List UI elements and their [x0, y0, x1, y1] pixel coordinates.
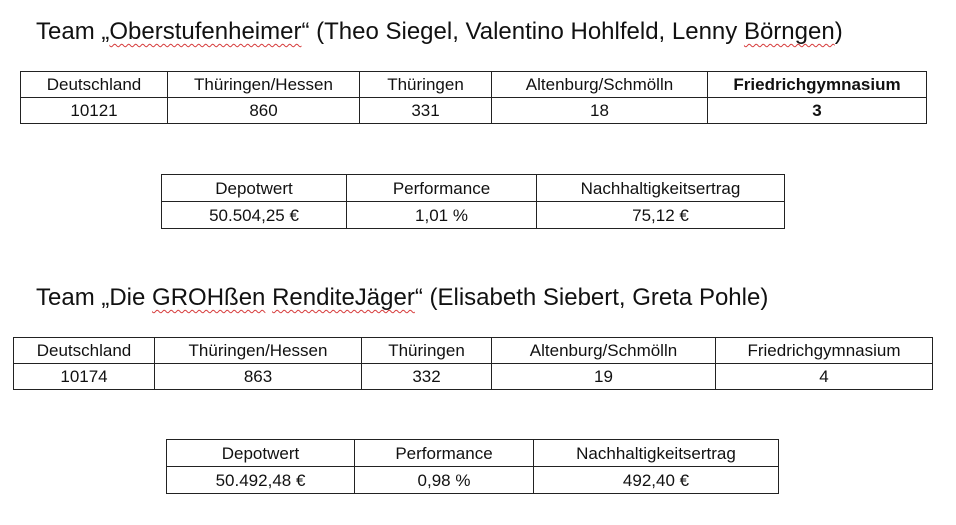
- team1-title: [36, 20, 843, 44]
- header-cell: Thüringen/Hessen: [168, 72, 360, 98]
- team2-title-members: “ (Elisabeth Siebert, Greta Pohle): [414, 284, 769, 311]
- value-cell: 18: [492, 98, 708, 124]
- team1-ranking-table: [20, 71, 927, 124]
- value-cell: 50.504,25 €: [162, 202, 347, 229]
- value-cell: 1,01 %: [347, 202, 537, 229]
- header-cell: Friedrichgymnasium: [716, 338, 933, 364]
- team2-team-name-part1: GROHßen: [152, 284, 266, 311]
- team2-title-prefix: Team „Die: [36, 284, 153, 311]
- value-cell: 0,98 %: [355, 467, 534, 494]
- value-cell: 3: [708, 98, 927, 124]
- value-cell: 332: [362, 364, 492, 390]
- header-cell: Performance: [347, 175, 537, 202]
- team1-depot-table: [161, 174, 785, 229]
- header-cell: Thüringen: [362, 338, 492, 364]
- header-cell: Friedrichgymnasium: [708, 72, 927, 98]
- value-cell: 50.492,48 €: [167, 467, 355, 494]
- value-cell: 10174: [14, 364, 155, 390]
- team1-title-suffix: ): [834, 18, 843, 45]
- table-row: [162, 202, 785, 229]
- team2-title: [36, 286, 768, 310]
- value-cell: 492,40 €: [534, 467, 779, 494]
- value-cell: 860: [168, 98, 360, 124]
- value-cell: 75,12 €: [537, 202, 785, 229]
- header-cell: Altenburg/Schmölln: [492, 338, 716, 364]
- table-row: [21, 98, 927, 124]
- header-cell: Nachhaltigkeitsertrag: [534, 440, 779, 467]
- table-row: [14, 364, 933, 390]
- header-cell: Performance: [355, 440, 534, 467]
- table-row: [167, 467, 779, 494]
- value-cell: 863: [155, 364, 362, 390]
- team2-team-name-part2: RenditeJäger: [272, 284, 415, 311]
- header-cell: Depotwert: [162, 175, 347, 202]
- team2-depot-table: [166, 439, 779, 494]
- team1-title-prefix: Team „: [36, 18, 110, 45]
- team1-title-members: “ (Theo Siegel, Valentino Hohlfeld, Lenny: [301, 18, 744, 45]
- table-header-row: [14, 338, 933, 364]
- header-cell: Altenburg/Schmölln: [492, 72, 708, 98]
- value-cell: 331: [360, 98, 492, 124]
- table-header-row: [167, 440, 779, 467]
- header-cell: Depotwert: [167, 440, 355, 467]
- header-cell: Deutschland: [21, 72, 168, 98]
- team1-member-last: Börngen: [743, 18, 835, 45]
- header-cell: Nachhaltigkeitsertrag: [537, 175, 785, 202]
- table-header-row: [162, 175, 785, 202]
- header-cell: Thüringen/Hessen: [155, 338, 362, 364]
- value-cell: 19: [492, 364, 716, 390]
- table-header-row: [21, 72, 927, 98]
- team1-team-name: Oberstufenheimer: [109, 18, 302, 45]
- header-cell: Deutschland: [14, 338, 155, 364]
- header-cell: Thüringen: [360, 72, 492, 98]
- value-cell: 10121: [21, 98, 168, 124]
- team2-ranking-table: [13, 337, 933, 390]
- value-cell: 4: [716, 364, 933, 390]
